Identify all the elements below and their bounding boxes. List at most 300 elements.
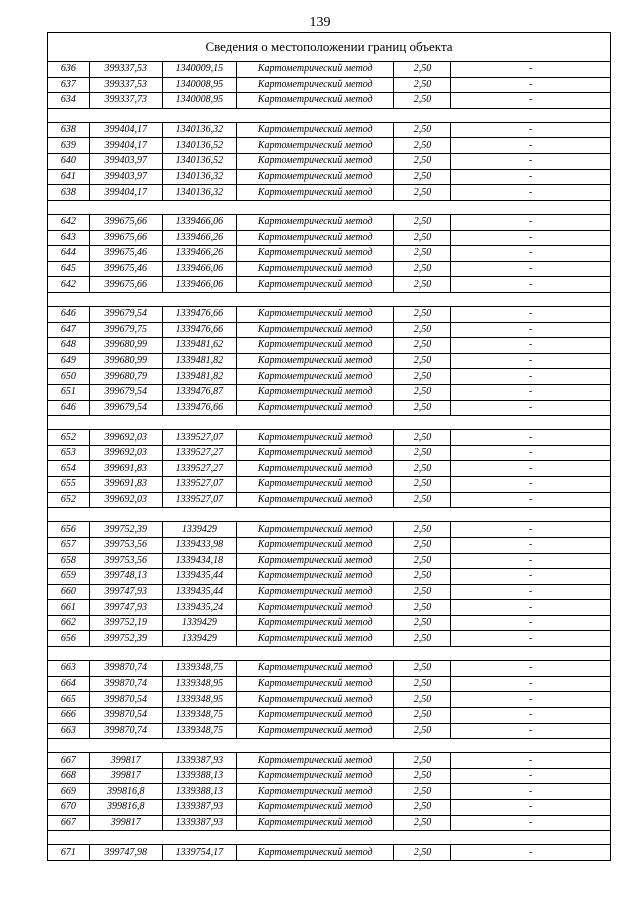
method-cell: Картометрический метод	[236, 800, 394, 816]
accuracy-cell: 2,50	[394, 246, 451, 262]
y-coordinate-cell: 1339429	[162, 522, 236, 538]
point-number-cell: 667	[48, 815, 90, 831]
point-number-cell: 656	[48, 631, 90, 647]
description-cell: -	[451, 661, 611, 677]
method-cell: Картометрический метод	[236, 214, 394, 230]
y-coordinate-cell: 1340008,95	[162, 77, 236, 93]
table-row	[48, 62, 611, 78]
group-separator-row	[48, 292, 611, 306]
x-coordinate-cell: 399679,54	[89, 307, 162, 323]
point-number-cell: 656	[48, 522, 90, 538]
y-coordinate-cell: 1339466,06	[162, 277, 236, 293]
description-cell: -	[451, 261, 611, 277]
page-number: 139	[309, 15, 331, 30]
x-coordinate-cell: 399691,83	[89, 477, 162, 493]
method-cell: Картометрический метод	[236, 661, 394, 677]
method-cell: Картометрический метод	[236, 169, 394, 185]
table-row	[48, 553, 611, 569]
x-coordinate-cell: 399337,53	[89, 77, 162, 93]
table-row	[48, 569, 611, 585]
accuracy-cell: 2,50	[394, 214, 451, 230]
description-cell: -	[451, 537, 611, 553]
description-cell: -	[451, 707, 611, 723]
separator-cell	[48, 292, 611, 306]
accuracy-cell: 2,50	[394, 707, 451, 723]
accuracy-cell: 2,50	[394, 322, 451, 338]
x-coordinate-cell: 399870,74	[89, 676, 162, 692]
method-cell: Картометрический метод	[236, 400, 394, 416]
point-number-cell: 650	[48, 369, 90, 385]
y-coordinate-cell: 1339348,75	[162, 723, 236, 739]
table-row	[48, 445, 611, 461]
y-coordinate-cell: 1339387,93	[162, 753, 236, 769]
method-cell: Картометрический метод	[236, 584, 394, 600]
y-coordinate-cell: 1339476,87	[162, 384, 236, 400]
description-cell: -	[451, 676, 611, 692]
table-row	[48, 768, 611, 784]
description-cell: -	[451, 584, 611, 600]
point-number-cell: 644	[48, 246, 90, 262]
table-row	[48, 277, 611, 293]
table-row	[48, 353, 611, 369]
table-row	[48, 384, 611, 400]
accuracy-cell: 2,50	[394, 800, 451, 816]
x-coordinate-cell: 399817	[89, 768, 162, 784]
table-row	[48, 600, 611, 616]
y-coordinate-cell: 1339348,75	[162, 661, 236, 677]
table-row	[48, 784, 611, 800]
group-separator-row	[48, 200, 611, 214]
accuracy-cell: 2,50	[394, 815, 451, 831]
y-coordinate-cell: 1339476,66	[162, 307, 236, 323]
point-number-cell: 668	[48, 768, 90, 784]
method-cell: Картометрический метод	[236, 492, 394, 508]
point-number-cell: 667	[48, 753, 90, 769]
table-row	[48, 631, 611, 647]
x-coordinate-cell: 399870,74	[89, 661, 162, 677]
table-row	[48, 230, 611, 246]
y-coordinate-cell: 1340136,32	[162, 122, 236, 138]
point-number-cell: 670	[48, 800, 90, 816]
point-number-cell: 651	[48, 384, 90, 400]
point-number-cell: 660	[48, 584, 90, 600]
description-cell: -	[451, 277, 611, 293]
accuracy-cell: 2,50	[394, 384, 451, 400]
point-number-cell: 636	[48, 62, 90, 78]
x-coordinate-cell: 399675,66	[89, 214, 162, 230]
method-cell: Картометрический метод	[236, 430, 394, 446]
method-cell: Картометрический метод	[236, 522, 394, 538]
x-coordinate-cell: 399403,97	[89, 169, 162, 185]
table-row	[48, 169, 611, 185]
table-row	[48, 845, 611, 861]
method-cell: Картометрический метод	[236, 676, 394, 692]
y-coordinate-cell: 1339527,07	[162, 492, 236, 508]
table-title: Сведения о местоположении границ объекта	[48, 33, 611, 62]
x-coordinate-cell: 399692,03	[89, 445, 162, 461]
description-cell: -	[451, 477, 611, 493]
description-cell: -	[451, 122, 611, 138]
y-coordinate-cell: 1339754,17	[162, 845, 236, 861]
y-coordinate-cell: 1339527,27	[162, 461, 236, 477]
method-cell: Картометрический метод	[236, 369, 394, 385]
table-row	[48, 400, 611, 416]
x-coordinate-cell: 399404,17	[89, 185, 162, 201]
group-separator-row	[48, 508, 611, 522]
x-coordinate-cell: 399752,19	[89, 615, 162, 631]
description-cell: -	[451, 800, 611, 816]
method-cell: Картометрический метод	[236, 322, 394, 338]
description-cell: -	[451, 569, 611, 585]
accuracy-cell: 2,50	[394, 768, 451, 784]
method-cell: Картометрический метод	[236, 445, 394, 461]
y-coordinate-cell: 1340009,15	[162, 62, 236, 78]
accuracy-cell: 2,50	[394, 338, 451, 354]
y-coordinate-cell: 1339388,13	[162, 784, 236, 800]
table-row	[48, 492, 611, 508]
table-row	[48, 753, 611, 769]
method-cell: Картометрический метод	[236, 307, 394, 323]
x-coordinate-cell: 399870,54	[89, 707, 162, 723]
method-cell: Картометрический метод	[236, 692, 394, 708]
point-number-cell: 649	[48, 353, 90, 369]
y-coordinate-cell: 1339466,06	[162, 261, 236, 277]
point-number-cell: 663	[48, 661, 90, 677]
y-coordinate-cell: 1340136,52	[162, 138, 236, 154]
separator-cell	[48, 416, 611, 430]
table-row	[48, 584, 611, 600]
x-coordinate-cell: 399403,97	[89, 154, 162, 170]
y-coordinate-cell: 1339433,98	[162, 537, 236, 553]
method-cell: Картометрический метод	[236, 230, 394, 246]
accuracy-cell: 2,50	[394, 93, 451, 109]
x-coordinate-cell: 399337,53	[89, 62, 162, 78]
y-coordinate-cell: 1339476,66	[162, 322, 236, 338]
table-row	[48, 93, 611, 109]
y-coordinate-cell: 1339348,75	[162, 707, 236, 723]
accuracy-cell: 2,50	[394, 122, 451, 138]
accuracy-cell: 2,50	[394, 692, 451, 708]
description-cell: -	[451, 723, 611, 739]
x-coordinate-cell: 399675,66	[89, 277, 162, 293]
description-cell: -	[451, 522, 611, 538]
accuracy-cell: 2,50	[394, 845, 451, 861]
description-cell: -	[451, 154, 611, 170]
method-cell: Картометрический метод	[236, 477, 394, 493]
description-cell: -	[451, 214, 611, 230]
accuracy-cell: 2,50	[394, 369, 451, 385]
accuracy-cell: 2,50	[394, 492, 451, 508]
description-cell: -	[451, 77, 611, 93]
table-row	[48, 477, 611, 493]
y-coordinate-cell: 1339387,93	[162, 815, 236, 831]
point-number-cell: 661	[48, 600, 90, 616]
table-row	[48, 692, 611, 708]
group-separator-row	[48, 647, 611, 661]
point-number-cell: 642	[48, 277, 90, 293]
method-cell: Картометрический метод	[236, 569, 394, 585]
table-row	[48, 661, 611, 677]
method-cell: Картометрический метод	[236, 93, 394, 109]
y-coordinate-cell: 1339435,24	[162, 600, 236, 616]
x-coordinate-cell: 399817	[89, 815, 162, 831]
table-row	[48, 154, 611, 170]
x-coordinate-cell: 399816,8	[89, 800, 162, 816]
separator-cell	[48, 739, 611, 753]
method-cell: Картометрический метод	[236, 600, 394, 616]
method-cell: Картометрический метод	[236, 537, 394, 553]
accuracy-cell: 2,50	[394, 553, 451, 569]
point-number-cell: 639	[48, 138, 90, 154]
x-coordinate-cell: 399679,54	[89, 400, 162, 416]
description-cell: -	[451, 631, 611, 647]
separator-cell	[48, 508, 611, 522]
point-number-cell: 658	[48, 553, 90, 569]
x-coordinate-cell: 399692,03	[89, 492, 162, 508]
table-row	[48, 214, 611, 230]
accuracy-cell: 2,50	[394, 753, 451, 769]
description-cell: -	[451, 815, 611, 831]
point-number-cell: 638	[48, 122, 90, 138]
y-coordinate-cell: 1339476,66	[162, 400, 236, 416]
description-cell: -	[451, 553, 611, 569]
accuracy-cell: 2,50	[394, 277, 451, 293]
point-number-cell: 655	[48, 477, 90, 493]
point-number-cell: 654	[48, 461, 90, 477]
method-cell: Картометрический метод	[236, 138, 394, 154]
y-coordinate-cell: 1339435,44	[162, 569, 236, 585]
table-body	[48, 33, 611, 861]
accuracy-cell: 2,50	[394, 154, 451, 170]
y-coordinate-cell: 1339466,26	[162, 230, 236, 246]
table-row	[48, 815, 611, 831]
x-coordinate-cell: 399747,93	[89, 600, 162, 616]
description-cell: -	[451, 322, 611, 338]
point-number-cell: 646	[48, 400, 90, 416]
method-cell: Картометрический метод	[236, 815, 394, 831]
method-cell: Картометрический метод	[236, 246, 394, 262]
table-row	[48, 246, 611, 262]
y-coordinate-cell: 1339466,26	[162, 246, 236, 262]
description-cell: -	[451, 353, 611, 369]
table-row	[48, 77, 611, 93]
point-number-cell: 641	[48, 169, 90, 185]
method-cell: Картометрический метод	[236, 461, 394, 477]
table-row	[48, 615, 611, 631]
description-cell: -	[451, 230, 611, 246]
x-coordinate-cell: 399680,99	[89, 338, 162, 354]
x-coordinate-cell: 399679,75	[89, 322, 162, 338]
method-cell: Картометрический метод	[236, 277, 394, 293]
accuracy-cell: 2,50	[394, 631, 451, 647]
point-number-cell: 669	[48, 784, 90, 800]
point-number-cell: 653	[48, 445, 90, 461]
table-row	[48, 800, 611, 816]
accuracy-cell: 2,50	[394, 353, 451, 369]
accuracy-cell: 2,50	[394, 307, 451, 323]
description-cell: -	[451, 768, 611, 784]
x-coordinate-cell: 399752,39	[89, 631, 162, 647]
point-number-cell: 659	[48, 569, 90, 585]
point-number-cell: 643	[48, 230, 90, 246]
x-coordinate-cell: 399691,83	[89, 461, 162, 477]
x-coordinate-cell: 399870,74	[89, 723, 162, 739]
description-cell: -	[451, 93, 611, 109]
description-cell: -	[451, 138, 611, 154]
x-coordinate-cell: 399679,54	[89, 384, 162, 400]
x-coordinate-cell: 399870,54	[89, 692, 162, 708]
description-cell: -	[451, 62, 611, 78]
y-coordinate-cell: 1339481,82	[162, 369, 236, 385]
y-coordinate-cell: 1339527,07	[162, 477, 236, 493]
table-title-row	[48, 33, 611, 62]
y-coordinate-cell: 1339429	[162, 631, 236, 647]
point-number-cell: 665	[48, 692, 90, 708]
x-coordinate-cell: 399675,46	[89, 246, 162, 262]
method-cell: Картометрический метод	[236, 77, 394, 93]
accuracy-cell: 2,50	[394, 584, 451, 600]
description-cell: -	[451, 845, 611, 861]
table-row	[48, 676, 611, 692]
y-coordinate-cell: 1339435,44	[162, 584, 236, 600]
x-coordinate-cell: 399675,66	[89, 230, 162, 246]
accuracy-cell: 2,50	[394, 569, 451, 585]
accuracy-cell: 2,50	[394, 522, 451, 538]
method-cell: Картометрический метод	[236, 384, 394, 400]
point-number-cell: 642	[48, 214, 90, 230]
point-number-cell: 657	[48, 537, 90, 553]
method-cell: Картометрический метод	[236, 62, 394, 78]
description-cell: -	[451, 246, 611, 262]
accuracy-cell: 2,50	[394, 784, 451, 800]
y-coordinate-cell: 1339527,07	[162, 430, 236, 446]
x-coordinate-cell: 399404,17	[89, 138, 162, 154]
point-number-cell: 666	[48, 707, 90, 723]
point-number-cell: 634	[48, 93, 90, 109]
y-coordinate-cell: 1339387,93	[162, 800, 236, 816]
accuracy-cell: 2,50	[394, 537, 451, 553]
method-cell: Картометрический метод	[236, 154, 394, 170]
table-row	[48, 138, 611, 154]
table-row	[48, 430, 611, 446]
x-coordinate-cell: 399337,73	[89, 93, 162, 109]
y-coordinate-cell: 1339434,18	[162, 553, 236, 569]
point-number-cell: 652	[48, 492, 90, 508]
description-cell: -	[451, 692, 611, 708]
accuracy-cell: 2,50	[394, 62, 451, 78]
method-cell: Картометрический метод	[236, 353, 394, 369]
group-separator-row	[48, 831, 611, 845]
method-cell: Картометрический метод	[236, 122, 394, 138]
accuracy-cell: 2,50	[394, 445, 451, 461]
x-coordinate-cell: 399753,56	[89, 537, 162, 553]
table-row	[48, 322, 611, 338]
table-row	[48, 537, 611, 553]
method-cell: Картометрический метод	[236, 723, 394, 739]
y-coordinate-cell: 1340136,32	[162, 169, 236, 185]
x-coordinate-cell: 399680,99	[89, 353, 162, 369]
accuracy-cell: 2,50	[394, 185, 451, 201]
description-cell: -	[451, 784, 611, 800]
point-number-cell: 647	[48, 322, 90, 338]
method-cell: Картометрический метод	[236, 707, 394, 723]
y-coordinate-cell: 1339388,13	[162, 768, 236, 784]
table-row	[48, 261, 611, 277]
accuracy-cell: 2,50	[394, 461, 451, 477]
point-number-cell: 662	[48, 615, 90, 631]
point-number-cell: 645	[48, 261, 90, 277]
method-cell: Картометрический метод	[236, 185, 394, 201]
accuracy-cell: 2,50	[394, 477, 451, 493]
x-coordinate-cell: 399748,13	[89, 569, 162, 585]
description-cell: -	[451, 307, 611, 323]
x-coordinate-cell: 399816,8	[89, 784, 162, 800]
method-cell: Картометрический метод	[236, 753, 394, 769]
y-coordinate-cell: 1339348,95	[162, 692, 236, 708]
method-cell: Картометрический метод	[236, 261, 394, 277]
accuracy-cell: 2,50	[394, 615, 451, 631]
point-number-cell: 640	[48, 154, 90, 170]
point-number-cell: 652	[48, 430, 90, 446]
point-number-cell: 638	[48, 185, 90, 201]
point-number-cell: 646	[48, 307, 90, 323]
group-separator-row	[48, 108, 611, 122]
accuracy-cell: 2,50	[394, 661, 451, 677]
x-coordinate-cell: 399817	[89, 753, 162, 769]
separator-cell	[48, 200, 611, 214]
method-cell: Картометрический метод	[236, 615, 394, 631]
boundary-table	[47, 32, 611, 861]
accuracy-cell: 2,50	[394, 261, 451, 277]
description-cell: -	[451, 461, 611, 477]
x-coordinate-cell: 399404,17	[89, 122, 162, 138]
table-row	[48, 307, 611, 323]
accuracy-cell: 2,50	[394, 676, 451, 692]
y-coordinate-cell: 1339481,62	[162, 338, 236, 354]
description-cell: -	[451, 169, 611, 185]
table-row	[48, 461, 611, 477]
description-cell: -	[451, 384, 611, 400]
description-cell: -	[451, 185, 611, 201]
method-cell: Картометрический метод	[236, 631, 394, 647]
y-coordinate-cell: 1339481,82	[162, 353, 236, 369]
accuracy-cell: 2,50	[394, 169, 451, 185]
point-number-cell: 663	[48, 723, 90, 739]
accuracy-cell: 2,50	[394, 430, 451, 446]
accuracy-cell: 2,50	[394, 723, 451, 739]
x-coordinate-cell: 399680,79	[89, 369, 162, 385]
accuracy-cell: 2,50	[394, 230, 451, 246]
table-row	[48, 122, 611, 138]
description-cell: -	[451, 615, 611, 631]
method-cell: Картометрический метод	[236, 553, 394, 569]
x-coordinate-cell: 399747,98	[89, 845, 162, 861]
table-row	[48, 369, 611, 385]
y-coordinate-cell: 1340136,52	[162, 154, 236, 170]
description-cell: -	[451, 600, 611, 616]
y-coordinate-cell: 1339527,27	[162, 445, 236, 461]
y-coordinate-cell: 1339466,06	[162, 214, 236, 230]
separator-cell	[48, 647, 611, 661]
description-cell: -	[451, 492, 611, 508]
separator-cell	[48, 831, 611, 845]
point-number-cell: 637	[48, 77, 90, 93]
table-row	[48, 185, 611, 201]
accuracy-cell: 2,50	[394, 77, 451, 93]
method-cell: Картометрический метод	[236, 784, 394, 800]
y-coordinate-cell: 1340136,32	[162, 185, 236, 201]
description-cell: -	[451, 338, 611, 354]
